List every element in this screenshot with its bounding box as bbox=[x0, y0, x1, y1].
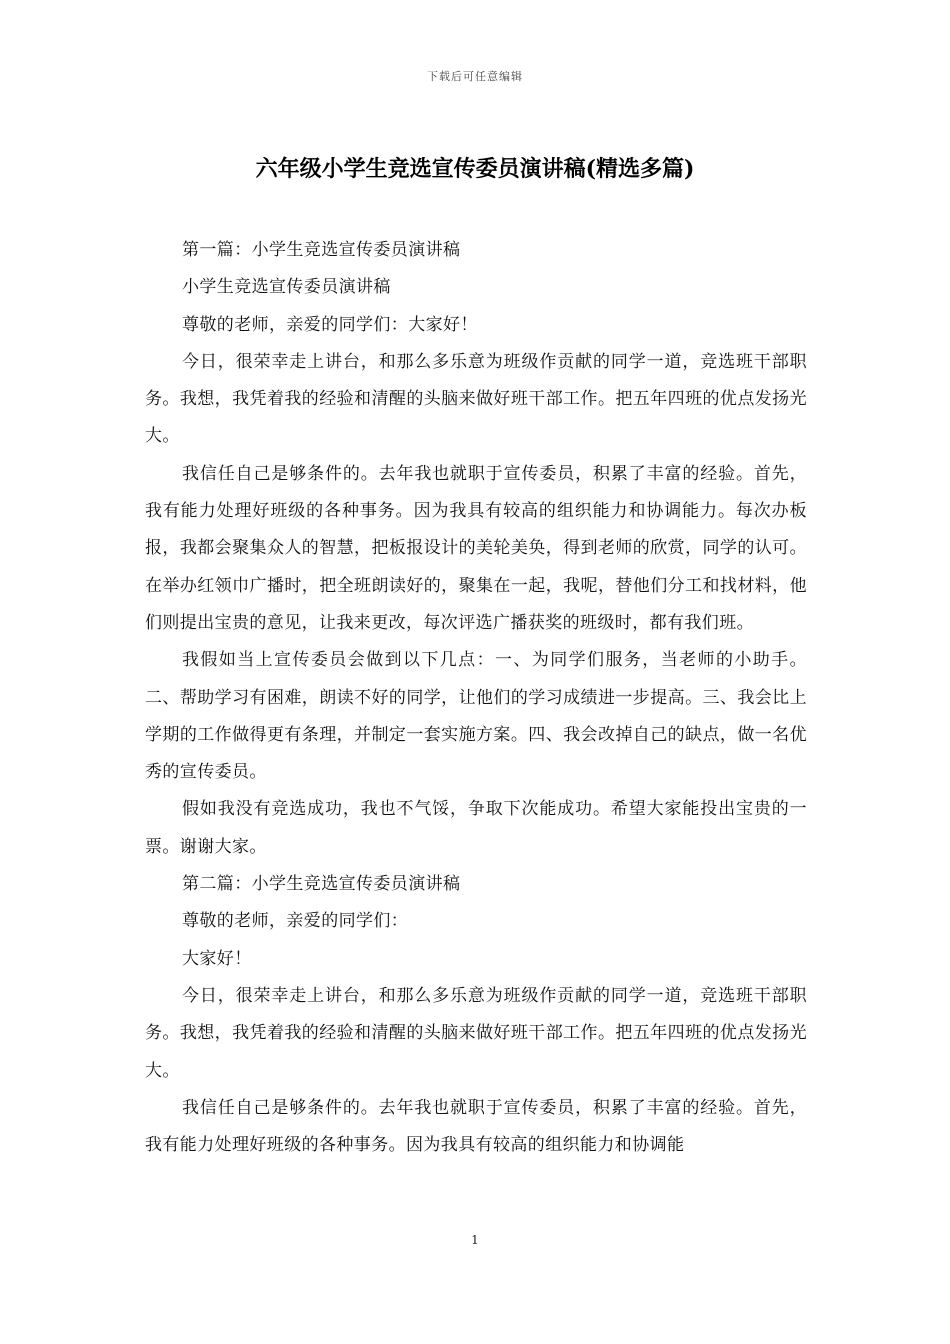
greeting: 尊敬的老师，亲爱的同学们： bbox=[182, 911, 409, 932]
greeting: 大家好！ bbox=[182, 948, 252, 969]
section-heading-1: 第一篇：小学生竞选宣传委员演讲稿 bbox=[182, 240, 461, 260]
paragraph: 我信任自己是够条件的。去年我也就职于宣传委员，积累了丰富的经验。首先，我有能力处理好班级的各种事务。因为我具有较高的组织能力和协调能力。每次办板报，我都会聚集众人的智慧，把板报设计的美轮美奂，得到老师的欣赏，同学的认可。在举办红领巾广播时，把全班朗读好的，聚集在一起，我呢，替他们分工和找材料，他们则提出宝贵的意见，让我来更改，每次评选广播获奖的班级时，都有我们班。 bbox=[145, 463, 807, 633]
greeting: 尊敬的老师，亲爱的同学们：大家好！ bbox=[182, 314, 478, 335]
paragraph: 我信任自己是够条件的。去年我也就职于宣传委员，积累了丰富的经验。首先，我有能力处理好班级的各种事务。因为我具有较高的组织能力和协调能 bbox=[145, 1097, 807, 1156]
section-heading-2: 第二篇：小学生竞选宣传委员演讲稿 bbox=[182, 874, 461, 895]
document-title: 六年级小学生竞选宣传委员演讲稿(精选多篇) bbox=[255, 156, 695, 182]
paragraph: 我假如当上宣传委员会做到以下几点：一、为同学们服务，当老师的小助手。二、帮助学习有困难，朗读不好的同学，让他们的学习成绩进一步提高。三、我会比上学期的工作做得更有条理，并制定一套实施方案。四、我会改掉自己的缺点，做一名优秀的宣传委员。 bbox=[145, 650, 807, 783]
page-number: 1 bbox=[471, 1233, 479, 1247]
document-body bbox=[145, 232, 807, 1164]
paragraph: 假如我没有竞选成功，我也不气馁，争取下次能成功。希望大家能投出宝贵的一票。谢谢大家。 bbox=[145, 799, 807, 857]
paragraph: 今日，很荣幸走上讲台，和那么多乐意为班级作贡献的同学一道，竞选班干部职务。我想，我凭着我的经验和清醒的头脑来做好班干部工作。把五年四班的优点发扬光大。 bbox=[145, 351, 807, 447]
paragraph: 今日，很荣幸走上讲台，和那么多乐意为班级作贡献的同学一道，竞选班干部职务。我想，我凭着我的经验和清醒的头脑来做好班干部工作。把五年四班的优点发扬光大。 bbox=[145, 985, 807, 1081]
subtitle: 小学生竞选宣传委员演讲稿 bbox=[182, 277, 391, 298]
header-note: 下载后可任意编辑 bbox=[427, 70, 523, 83]
